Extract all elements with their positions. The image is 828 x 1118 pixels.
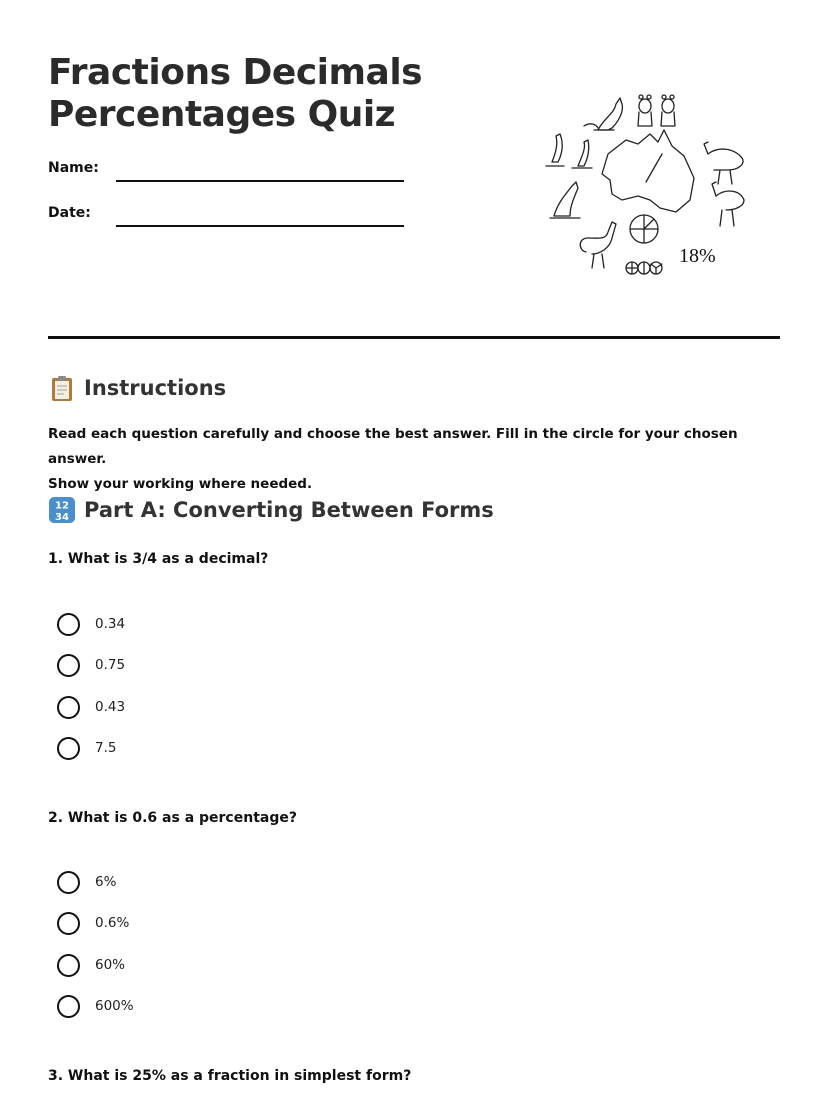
date-label: Date: bbox=[48, 205, 91, 221]
koala-icon bbox=[638, 95, 652, 126]
option-label: 0.43 bbox=[95, 699, 126, 715]
radio-circle-icon[interactable] bbox=[57, 995, 80, 1018]
date-field[interactable] bbox=[116, 225, 404, 227]
instructions-line-2: Show your working where needed. bbox=[48, 476, 313, 492]
radio-circle-icon[interactable] bbox=[57, 737, 80, 760]
instructions-line-1: Read each question carefully and choose the best answer. Fill in the circle for your chosen answer. bbox=[48, 426, 738, 467]
page-title bbox=[48, 52, 422, 136]
part-a-heading bbox=[48, 496, 494, 524]
percentage-caption: 18% bbox=[679, 245, 716, 267]
radio-circle-icon[interactable] bbox=[57, 954, 80, 977]
input-numbers-icon bbox=[48, 496, 76, 524]
emu-icon bbox=[580, 222, 616, 268]
option-label: 0.6% bbox=[95, 915, 130, 931]
q1-option-a[interactable] bbox=[57, 611, 125, 637]
radio-circle-icon[interactable] bbox=[57, 613, 80, 636]
radio-circle-icon[interactable] bbox=[57, 696, 80, 719]
title-line-2: Percentages Quiz bbox=[48, 94, 396, 135]
wombat-icon bbox=[661, 95, 675, 126]
svg-text:12: 12 bbox=[55, 500, 69, 512]
option-label: 60% bbox=[95, 957, 126, 973]
question-1: 1. What is 3/4 as a decimal? bbox=[48, 551, 269, 567]
option-label: 6% bbox=[95, 874, 117, 890]
q1-option-d[interactable] bbox=[57, 735, 116, 761]
q2-option-b[interactable] bbox=[57, 910, 129, 936]
sitting-kangaroo-icon bbox=[550, 182, 580, 218]
option-label: 7.5 bbox=[95, 740, 117, 756]
kangaroo-icon bbox=[584, 98, 622, 130]
svg-text:34: 34 bbox=[55, 512, 69, 523]
option-label: 0.75 bbox=[95, 657, 126, 673]
fraction-pie-icon bbox=[630, 215, 658, 243]
right-emu-icon bbox=[704, 142, 744, 226]
fraction-circles-icon bbox=[626, 262, 662, 274]
q2-option-c[interactable] bbox=[57, 952, 125, 978]
q1-option-b[interactable] bbox=[57, 652, 125, 678]
radio-circle-icon[interactable] bbox=[57, 871, 80, 894]
option-label: 600% bbox=[95, 998, 134, 1014]
part-a-heading-text: Part A: Converting Between Forms bbox=[84, 498, 494, 522]
q1-option-c[interactable] bbox=[57, 694, 125, 720]
title-line-1: Fractions Decimals bbox=[48, 52, 423, 93]
q2-option-d[interactable] bbox=[57, 993, 134, 1019]
q2-option-a[interactable] bbox=[57, 869, 116, 895]
instructions-heading bbox=[48, 374, 226, 402]
option-label: 0.34 bbox=[95, 616, 126, 632]
australia-animals-illustration bbox=[538, 82, 758, 282]
australia-map-icon bbox=[602, 130, 694, 212]
question-3: 3. What is 25% as a fraction in simplest form? bbox=[48, 1068, 412, 1084]
small-kangaroo-icon bbox=[546, 134, 592, 168]
header-divider bbox=[48, 336, 780, 339]
question-2: 2. What is 0.6 as a percentage? bbox=[48, 810, 297, 826]
instructions-heading-text: Instructions bbox=[84, 376, 227, 400]
radio-circle-icon[interactable] bbox=[57, 654, 80, 677]
instructions-text bbox=[48, 422, 788, 497]
name-field[interactable] bbox=[116, 180, 404, 182]
name-label: Name: bbox=[48, 160, 99, 176]
clipboard-icon bbox=[48, 374, 76, 402]
radio-circle-icon[interactable] bbox=[57, 912, 80, 935]
